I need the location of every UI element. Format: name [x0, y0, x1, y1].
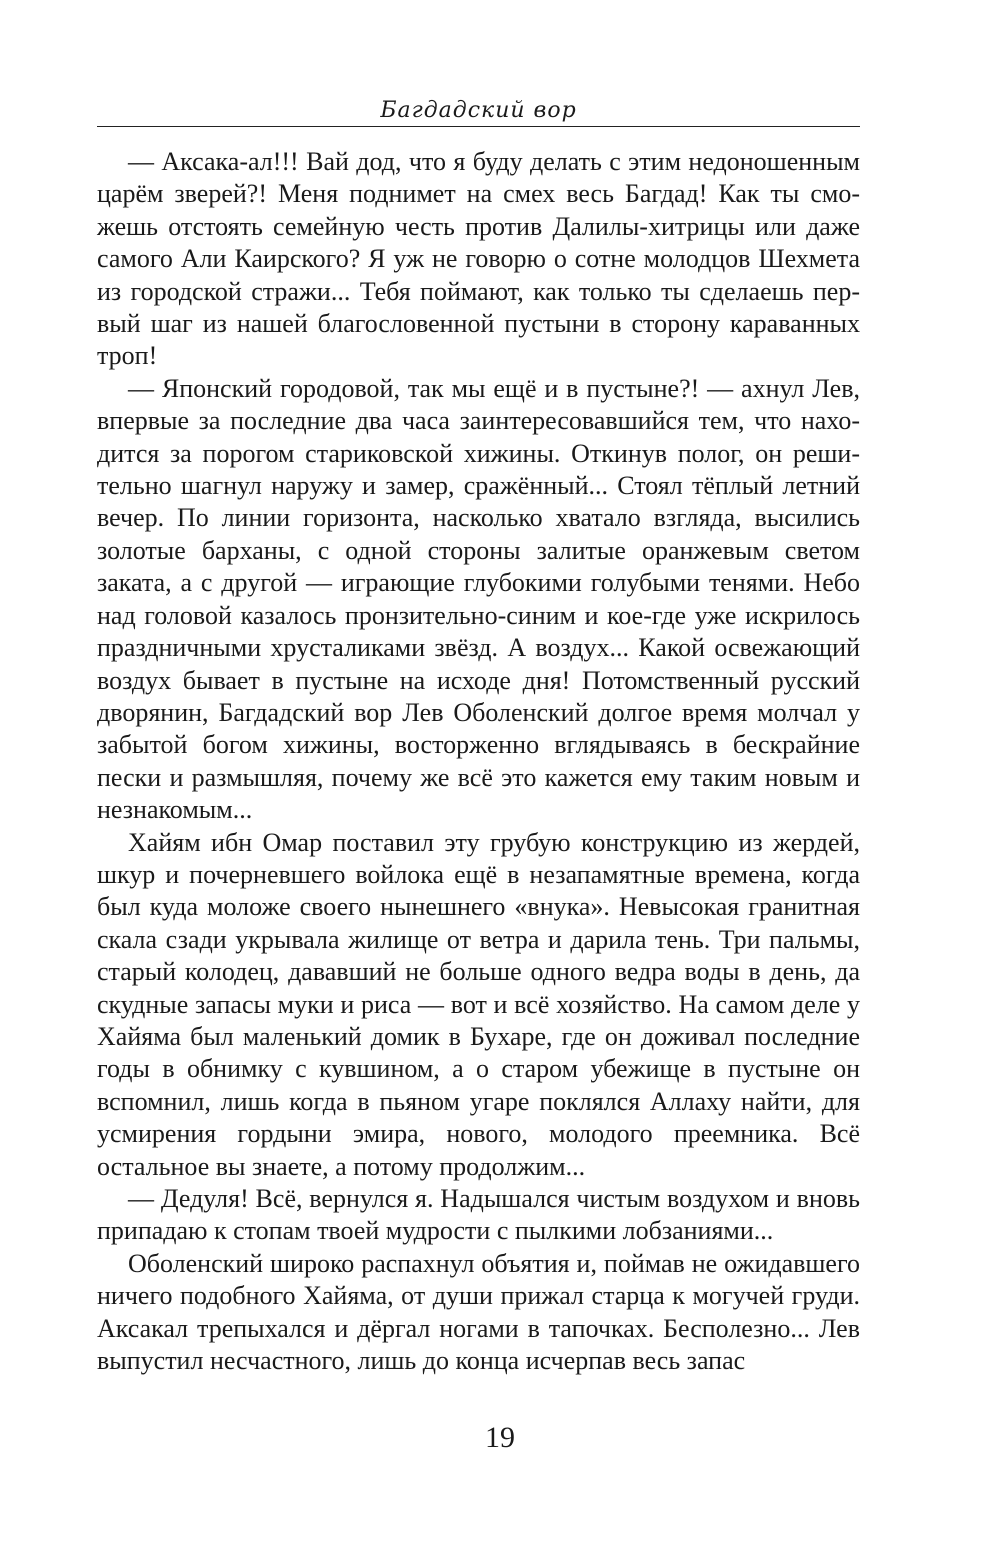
paragraph: Хайям ибн Омар поставил эту грубую конструкцию из жердей, шкур и почерневшего войлока ещё в незапамятные времена, когда был куда моложе своего нынешнего «внука». Невысокая гранитная скала сзади укрывала жилище от ветра и дарила тень. Три пальмы, старый колодец, дававший не больше одного ведра воды в день, да скудные запасы муки и риса — вот и всё хозяйство. На самом деле у Хайяма был маленький домик в Бухаре, где он доживал последние годы в обнимку с кувшином, а о старом убежище в пустыне он вспомнил, лишь когда в пьяном угаре поклялся Аллаху найти, для усмирения гордыни эмира, нового, молодого преемника. Всё остальное вы знаете, а потому продолжим... [97, 827, 860, 1181]
paragraph: Оболенский широко распахнул объятия и, поймав не ожидавшего ничего подобного Хайяма, от души прижал старца к могучей груди. Аксакал трепыхался и дёргал ногами в тапочках. Бесполезно... Лев выпустил несчастного, лишь до конца исчерпав весь запас [97, 1248, 860, 1376]
page-number: 19 [485, 1421, 515, 1454]
paragraph: — Японский городовой, так мы ещё и в пустыне?! — ахнул Лев, впервые за последние два часа заинтересовавшийся тем, что находится за порогом стариковской хижины. Откинув полог, он решительно шагнул наружу и замер, сражённый... Стоял тёплый летний вечер. По линии горизонта, насколько хватало взгляда, высились золотые барханы, с одной стороны залитые оранжевым светом заката, а с другой — играющие глубокими голубыми тенями. Небо над головой казалось пронзительно-синим и кое-где уже искрилось праздничными хрусталиками звёзд. А воздух... Какой освежающий воздух бывает в пустыне на исходе дня! Потомственный русский дворянин, Багдадский вор Лев Оболенский долгое время молчал у забытой богом хижины, восторженно вглядываясь в бескрайние пески и размышляя, почему же всё это кажется ему таким новым и незнакомым... [97, 373, 860, 825]
paragraph: — Дедуля! Всё, вернулся я. Надышался чистым воздухом и вновь припадаю к стопам твоей мудрости с пылкими лобзаниями... [97, 1184, 860, 1246]
running-head [97, 96, 860, 127]
paragraph: — Аксака-ал!!! Вай дод, что я буду делать с этим недоношенным царём зверей?! Меня поднимет на смех весь Багдад! Как ты сможешь отстоять семейную честь против Далилы-хитрицы или даже самого Али Каирского? Я уж не говорю о сотне молодцов Шехмета из городской стражи... Тебя поймают, как только ты сделаешь первый шаг из нашей благословенной пустыни в сторону караванных троп! [97, 147, 860, 371]
body-text [97, 146, 860, 1377]
running-head-title: Багдадский вор [380, 98, 577, 123]
